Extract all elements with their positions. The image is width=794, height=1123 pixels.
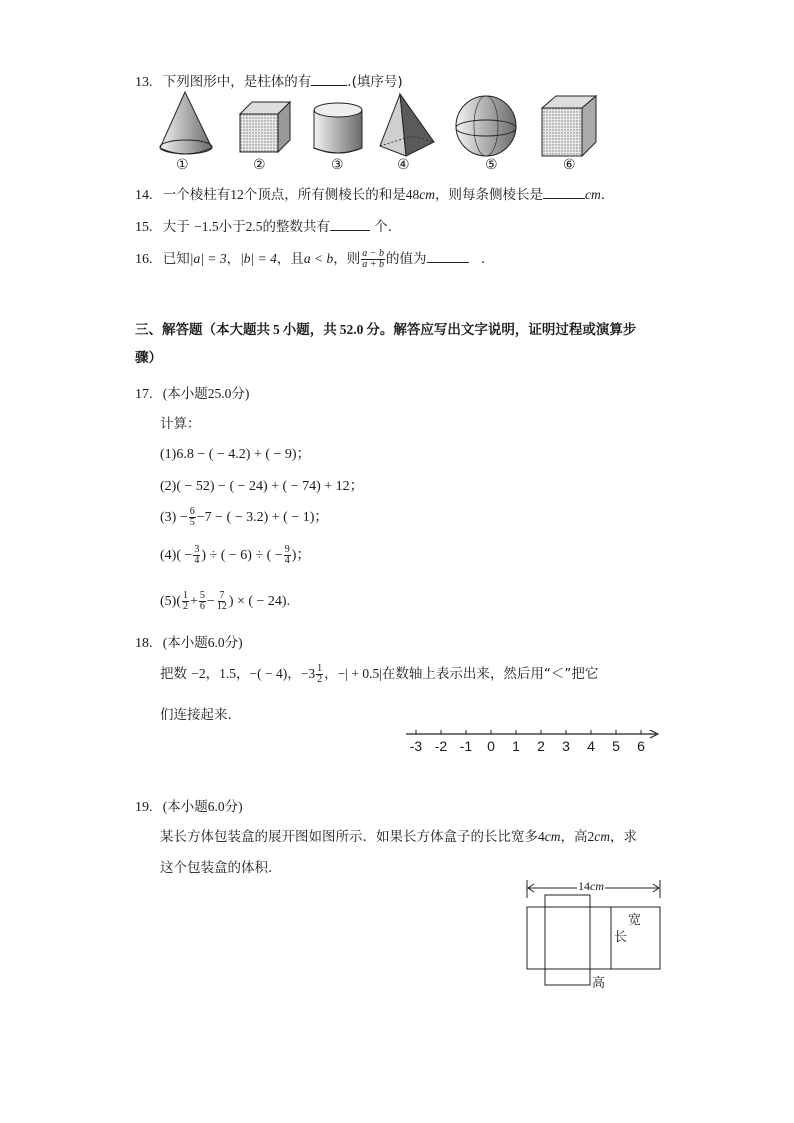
lower-bound: −1.5	[194, 219, 219, 234]
separator: ，	[287, 666, 301, 682]
number-line	[400, 726, 666, 760]
shape-label-6: ⑥	[563, 157, 576, 173]
question-number: 13.	[135, 75, 153, 90]
question-text: 小于	[218, 219, 246, 235]
separator: ，	[324, 666, 338, 682]
separator: ，	[226, 251, 241, 267]
separator: ，	[236, 666, 250, 682]
cube-icon	[240, 102, 290, 152]
vertex-count: 12	[230, 187, 244, 202]
fraction	[189, 507, 196, 528]
question-text: ，求	[610, 829, 637, 845]
difference-value: 4	[538, 829, 545, 844]
question-text-end: .(填序号)	[347, 74, 403, 90]
fraction	[199, 591, 206, 612]
numerator: 1	[183, 590, 188, 602]
fraction	[182, 591, 189, 612]
numerator: 7	[219, 590, 225, 602]
solid-shapes-figure	[150, 90, 620, 180]
answer-blank[interactable]	[427, 248, 469, 263]
abs-b: |b| = 4	[240, 251, 277, 266]
answer-blank[interactable]	[543, 184, 585, 199]
axis-tick-label: 5	[612, 738, 620, 754]
question-15	[135, 215, 392, 236]
cylinder-icon	[314, 103, 362, 153]
question-number: 15.	[135, 220, 153, 235]
dimension-value: 14	[578, 879, 590, 893]
question-text: 个顶点，所有侧棱长的和是	[243, 187, 406, 203]
score-note: (本小题6.0分)	[162, 799, 243, 814]
denominator: 5	[189, 517, 195, 529]
axis-tick-label: 4	[587, 738, 595, 754]
q17-part-3	[160, 506, 328, 530]
axis-tick-label: 6	[637, 738, 645, 754]
cone-icon	[160, 92, 212, 154]
q17-part-4	[160, 544, 310, 568]
question-number: 18.	[135, 636, 153, 651]
expr-text: ) × ( − 24).	[228, 594, 291, 609]
question-text: 的整数共有	[262, 219, 330, 235]
question-count: 5	[273, 322, 280, 337]
numerator: 5	[199, 590, 205, 602]
q17-part-2: (2)( − 52) − ( − 24) + ( − 74) + 12；	[160, 479, 364, 494]
question-text: ，高	[560, 829, 588, 845]
total-score: 52.0	[339, 322, 364, 337]
question-text: 在数轴上表示出来，然后用“＜”把它	[381, 666, 599, 682]
question-text: 某长方体包装盒的展开图如图所示．如果长方体盒子的长比宽多	[160, 829, 538, 845]
net-length-label: 长	[614, 930, 628, 945]
section-header-line2: 骤）	[135, 350, 162, 366]
question-16	[135, 246, 485, 273]
net-center-column	[545, 895, 590, 985]
unit: cm	[544, 829, 561, 844]
question-text: 的值为	[386, 251, 427, 267]
section-text: 三、解答题（本大题共	[135, 322, 270, 338]
number-item: −| + 0.5|	[337, 666, 382, 681]
axis-tick-label: 2	[537, 738, 545, 754]
question-text: 大于	[162, 219, 190, 235]
numerator: 9	[284, 544, 290, 556]
question-18-header	[135, 631, 243, 652]
question-text: 已知	[162, 251, 190, 267]
expr-text: (3) −	[160, 510, 188, 525]
shape-label-4: ④	[397, 157, 410, 173]
numerator: 1	[317, 662, 323, 674]
net-width-label: 宽	[628, 913, 642, 928]
abs-a: |a| = 3	[189, 251, 227, 266]
section-text: 分。解答应写出文字说明，证明过程或演算步	[366, 322, 637, 338]
unit: cm	[585, 187, 601, 202]
answer-blank[interactable]	[311, 71, 347, 86]
denominator: 4	[284, 555, 290, 567]
expr-text: )；	[291, 548, 311, 563]
q19-text-line1	[160, 825, 637, 845]
net-dimension-label	[577, 879, 605, 894]
numerator: 3	[194, 544, 200, 556]
period: .	[480, 251, 486, 267]
shape-label-1: ①	[176, 157, 189, 173]
question-text: ，且	[276, 251, 304, 267]
q18-text-line1	[160, 662, 598, 686]
question-13	[135, 70, 403, 91]
expr-text: (5)(	[160, 594, 181, 609]
fraction	[361, 249, 385, 270]
expr-text: (4)( −	[160, 548, 193, 563]
expr-text: ) ÷ ( − 6) ÷ ( −	[201, 548, 283, 563]
section-header	[135, 318, 636, 338]
question-number: 19.	[135, 800, 153, 815]
question-text: 下列图形中，是柱体的有	[162, 74, 312, 90]
q17-part-1: (1)6.8 − ( − 4.2) + ( − 9)；	[160, 447, 311, 462]
operator: +	[190, 594, 198, 609]
shape-label-5: ⑤	[485, 157, 498, 173]
axis-tick-label: -2	[434, 738, 448, 754]
question-number: 14.	[135, 188, 153, 203]
question-text: 一个棱柱有	[162, 187, 231, 203]
q17-part-5	[160, 590, 290, 614]
fraction	[193, 545, 200, 566]
sphere-icon	[456, 96, 516, 156]
question-19-header	[135, 795, 243, 816]
question-text: 把数	[160, 666, 187, 682]
fraction	[316, 664, 323, 685]
unit: cm	[594, 829, 610, 844]
dimension-unit: cm	[590, 879, 604, 893]
axis-tick-label: 3	[562, 738, 570, 754]
denominator: 2	[317, 673, 323, 685]
numerator: a − b	[362, 247, 385, 259]
question-number: 17.	[135, 387, 153, 402]
number-item: −2	[191, 666, 206, 681]
unit: cm	[419, 187, 436, 202]
expr-text: −7 − ( − 3.2) + ( − 1)；	[196, 510, 329, 525]
denominator: 6	[199, 601, 205, 613]
question-text: ，则	[333, 251, 361, 267]
question-17-header	[135, 382, 249, 403]
answer-blank[interactable]	[330, 216, 370, 231]
height-value: 2	[587, 829, 595, 844]
question-14	[135, 183, 605, 204]
net-height-label: 高	[592, 976, 606, 991]
fraction	[284, 545, 291, 566]
question-text: 个.	[374, 219, 393, 235]
axis-tick-label: -1	[459, 738, 473, 754]
axis-tick-label: -3	[409, 738, 423, 754]
score-note: (本小题6.0分)	[162, 635, 243, 650]
q19-text-line2: 这个包装盒的体积.	[160, 860, 273, 876]
number-item: −3	[300, 666, 316, 681]
denominator: 12	[216, 601, 227, 613]
score-note: (本小题25.0分)	[162, 386, 250, 401]
period: .	[600, 187, 606, 203]
denominator: 4	[194, 555, 200, 567]
pyramid-icon	[380, 94, 434, 156]
operator: −	[206, 594, 215, 609]
shape-label-3: ③	[331, 157, 344, 173]
fraction	[216, 591, 228, 612]
separator: ，	[205, 666, 220, 682]
numerator: 6	[189, 506, 195, 518]
question-number: 16.	[135, 252, 153, 267]
q17-intro: 计算：	[160, 416, 201, 432]
denominator: 2	[183, 601, 188, 613]
triangular-prism-icon	[542, 96, 596, 156]
condition: a < b	[303, 251, 334, 266]
axis-tick-label: 0	[487, 738, 495, 754]
denominator: a + b	[362, 258, 385, 270]
section-text: 小题，共	[282, 322, 337, 338]
q18-text-line2: 们连接起来.	[160, 707, 232, 723]
number-item: −( − 4)	[249, 666, 288, 681]
number-item: 1.5	[219, 666, 237, 681]
upper-bound: 2.5	[245, 219, 263, 234]
edge-sum-value: 48	[405, 187, 420, 202]
question-text: ，则每条侧棱长是	[435, 187, 544, 203]
axis-tick-label: 1	[512, 738, 520, 754]
shape-label-2: ②	[253, 157, 266, 173]
